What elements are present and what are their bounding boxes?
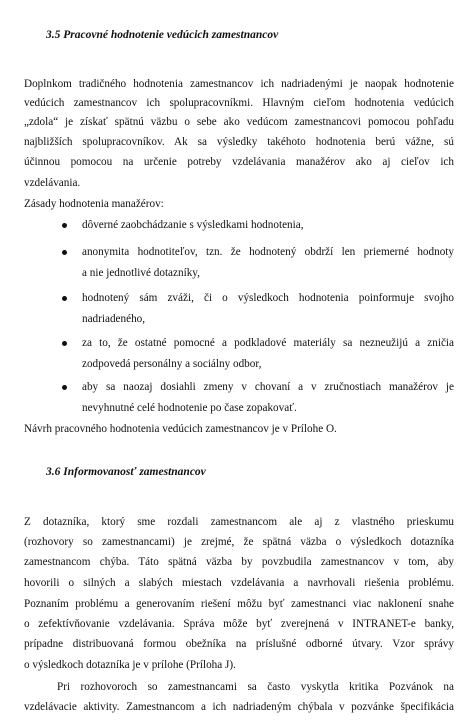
bullet-item-continuation: a nie jednotlivé dotazníky, [82,267,200,279]
paragraph-line: (rozhovory so zamestnancami) je zrejmé, že spätná väzba o výsledkoch dotazníka [24,536,454,548]
bullet-dot [62,223,67,228]
bullet-dot [62,296,67,301]
paragraph-line: najbližších spolupracovníkov. Ak sa výsledky takéhoto hodnotenia berú vážne, sú [24,136,454,148]
section-heading-3-6: 3.6 Informovanosť zamestnancov [46,466,206,478]
paragraph-line: Doplnkom tradičného hodnotenia zamestnancov ich nadriadenými je naopak hodnotenie [24,78,454,90]
bullet-item: za to, že ostatné pomocné a podkladové materiály sa nezneužijú a zničia [82,337,454,349]
section-heading-3-5: 3.5 Pracovné hodnotenie vedúcich zamestnancov [46,29,279,41]
bullet-item-continuation: zodpovedá personálny a sociálny odbor, [82,358,262,370]
paragraph-line: vzdelávacie aktivity. Zamestnancom a ich nadriadeným chýbala v pozvánke špecifikácia [24,701,454,713]
principles-label: Zásady hodnotenia manažérov: [24,198,164,210]
paragraph-line: „zdola“ je získať spätnú väzbu o sebe ako vedúcom zamestnancovi pomocou pohľadu [24,116,454,128]
bullet-dot [62,341,67,346]
bullet-dot [62,385,67,390]
paragraph-line: o výsledkoch dotazníka je v prílohe (Príloha J). [24,659,236,671]
bullet-item: hodnotený sám zváži, či o výsledkoch hodnotenia poinformuje svojho [82,292,454,304]
bullet-item-continuation: nevyhnutné celé hodnotenie po čase zopakovať. [82,402,297,414]
paragraph-line: účinnou pomocou na určenie potreby vzdelávania manažérov ako aj cieľov ich [24,156,454,168]
bullet-dot [62,250,67,255]
closing-sentence: Návrh pracovného hodnotenia vedúcich zamestnancov je v Prílohe O. [24,423,337,435]
bullet-item: anonymita hodnotiteľov, tzn. že hodnotený obdrží len priemerné hodnoty [82,246,454,258]
paragraph-line: vzdelávania. [24,177,81,189]
paragraph-line: Z dotazníka, ktorý sme rozdali zamestnancom ale aj z vlastného prieskumu [24,516,454,528]
paragraph-line: vedúcich zamestnancov ich spolupracovníkmi. Hlavným cieľom hodnotenia vedúcich [24,97,454,109]
paragraph-line: hovorili o silných a slabých miestach vzdelávania a navrhovali riešenia problému. [24,577,454,589]
paragraph-line: zamestnancom chýba. Táto spätná väzba by povzbudila zamestnancov v tom, aby [24,556,454,568]
paragraph-line: o zefektívňovanie vzdelávania. Správa môže byť zverejnená v INTRANET-e banky, [24,618,454,630]
bullet-item: aby sa naozaj dosiahli zmeny v chovaní a v zručnostiach manažérov je [82,381,454,393]
paragraph-line: Poznaním problému a generovaním riešení môžu byť zamestnanci viac naklonení snahe [24,598,454,610]
paragraph-line: Pri rozhovoroch so zamestnancami sa často vyskytla kritika Pozvánok na [57,681,454,693]
bullet-item: dôverné zaobchádzanie s výsledkami hodnotenia, [82,219,304,231]
bullet-item-continuation: nadriadeného, [82,313,146,325]
paragraph-line: prípadne distribuovaná formou obežníka na príslušné odborné útvary. Vzor správy [24,638,454,650]
